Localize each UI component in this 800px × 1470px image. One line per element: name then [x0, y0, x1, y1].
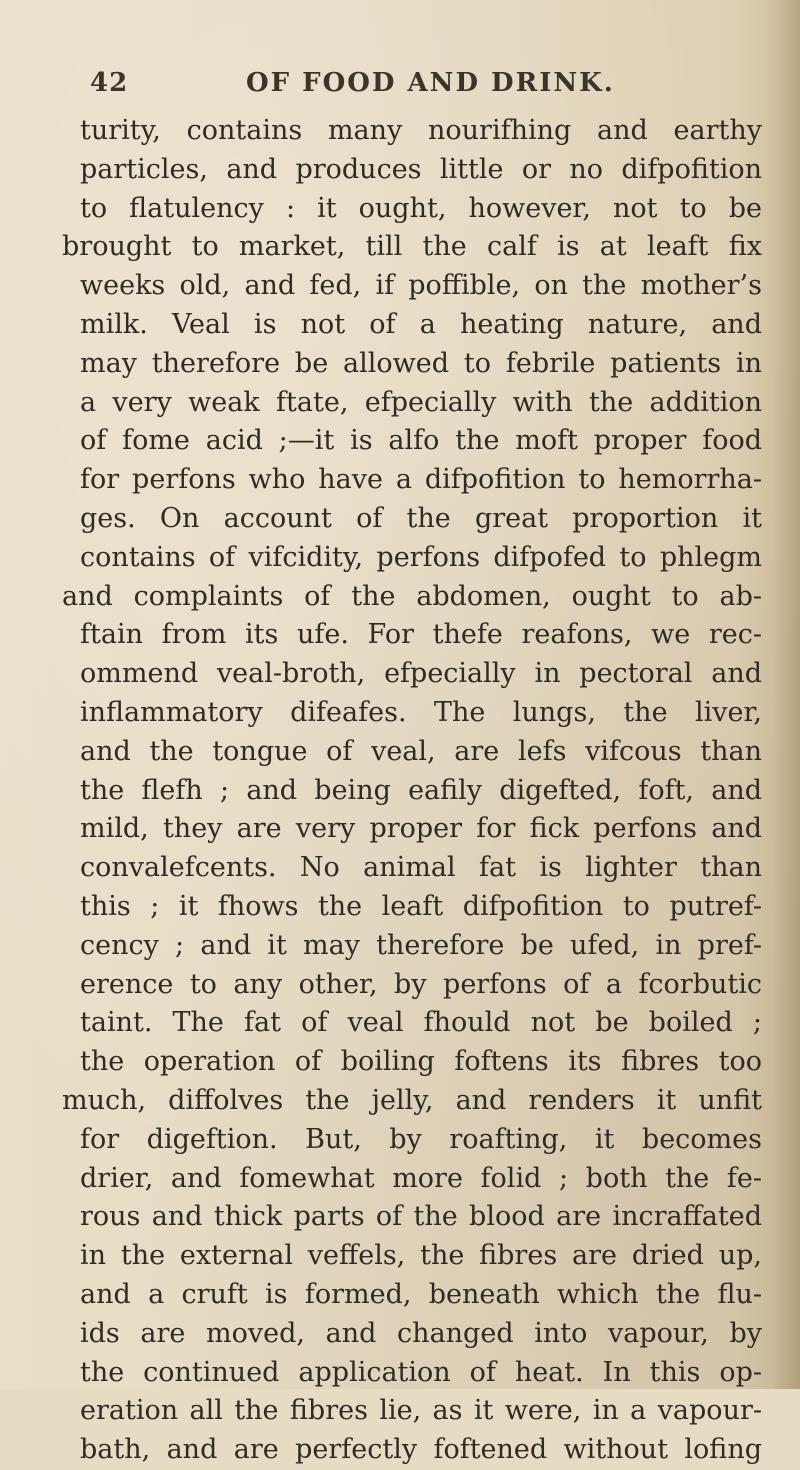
page-header: [90, 68, 710, 108]
text-line: mild, they are very proper for fick perfons and: [80, 813, 762, 845]
text-line: ids are moved, and changed into vapour, by: [80, 1317, 762, 1349]
text-line: weeks old, and fed, if poffible, on the mother’s: [80, 270, 762, 302]
body-text: [62, 112, 762, 1470]
text-line: this ; it fhows the leaft difpofition to putref-: [80, 890, 762, 922]
text-line: for digeftion. But, by roafting, it becomes: [80, 1123, 762, 1155]
text-line: erence to any other, by perfons of a fcorbutic: [80, 968, 762, 1000]
text-line: turity, contains many nourifhing and earthy: [80, 115, 762, 146]
text-line: and the tongue of veal, are lefs vifcous than: [80, 735, 762, 767]
page-number: 42: [90, 68, 129, 98]
text-line: bath, and are perfectly foftened without lofing: [80, 1434, 762, 1466]
text-line: the operation of boiling foftens its fibres too: [80, 1046, 762, 1078]
text-line: ommend veal-broth, efpecially in pectoral and: [80, 658, 762, 690]
text-line: to flatulency : it ought, however, not to be: [80, 192, 762, 224]
text-line: eration all the fibres lie, as it were, in a vapour-: [80, 1395, 762, 1427]
text-line: in the external veffels, the fibres are dried up,: [80, 1240, 762, 1272]
text-line: the flefh ; and being eafily digefted, foft, and: [80, 774, 762, 806]
text-line: ges. On account of the great proportion it: [80, 502, 762, 534]
text-line: much, diffolves the jelly, and renders it unfit: [62, 1084, 762, 1116]
text-line: taint. The fat of veal fhould not be boiled ;: [80, 1007, 762, 1039]
page-edge-shadow: [772, 0, 800, 1389]
text-line: ftain from its ufe. For thefe reafons, we rec-: [80, 619, 762, 651]
text-line: for perfons who have a difpofition to hemorrha-: [80, 464, 762, 496]
text-line: may therefore be allowed to febrile patients in: [80, 347, 762, 379]
text-line: cency ; and it may therefore be ufed, in pref-: [80, 929, 762, 961]
text-line: the continued application of heat. In this op-: [80, 1356, 762, 1388]
text-line: drier, and fomewhat more folid ; both the fe-: [80, 1162, 762, 1194]
text-line: and complaints of the abdomen, ought to ab-: [62, 580, 762, 612]
text-line: particles, and produces little or no difpofition: [80, 153, 762, 185]
text-line: and a cruft is formed, beneath which the flu-: [80, 1278, 762, 1310]
running-head: OF FOOD AND DRINK.: [246, 68, 615, 98]
text-line: rous and thick parts of the blood are incraffated: [80, 1201, 762, 1233]
text-line: contains of vifcidity, perfons difpofed to phlegm: [80, 541, 762, 573]
text-line: convalefcents. No animal fat is lighter than: [80, 852, 762, 884]
text-line: milk. Veal is not of a heating nature, and: [80, 308, 762, 340]
text-line: a very weak ftate, efpecially with the addition: [80, 386, 762, 418]
text-line: inflammatory difeafes. The lungs, the liver,: [80, 696, 762, 728]
text-line: of fome acid ;—it is alfo the moft proper food: [80, 425, 762, 457]
text-line: brought to market, till the calf is at leaft fix: [62, 231, 762, 263]
